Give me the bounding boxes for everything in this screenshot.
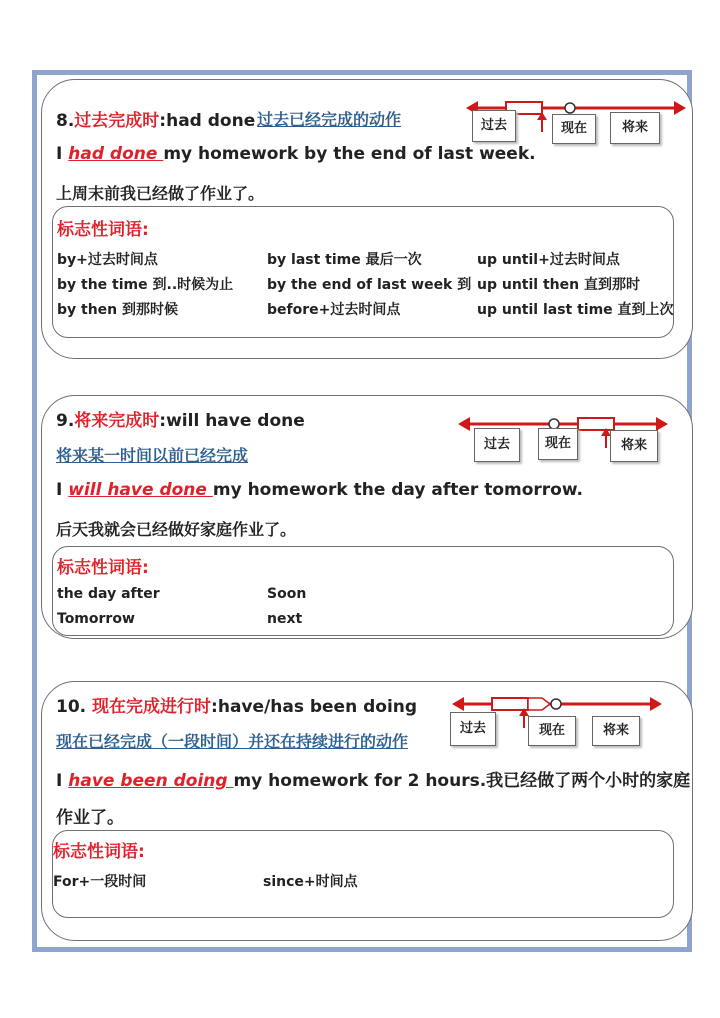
section-title: 9.将来完成时:will have done (56, 411, 305, 431)
keyword: up until last time 直到上次 (477, 302, 674, 318)
tense-name: 现在完成进行时 (92, 697, 212, 717)
signal-words-box (52, 830, 674, 918)
keyword: up until then 直到那时 (477, 277, 640, 293)
sentence-translation: 上周末前我已经做了作业了。 (56, 184, 265, 203)
timeline-future-box: 将来 (592, 716, 640, 746)
section-present-perfect-continuous (41, 681, 693, 941)
page-frame (32, 70, 692, 952)
sentence-translation: 后天我就会已经做好家庭作业了。 (56, 520, 297, 539)
section-future-perfect (41, 395, 693, 639)
timeline-past-box: 过去 (472, 110, 516, 142)
section-title: 8.过去完成时:had done (56, 111, 256, 131)
keyword: since+时间点 (263, 874, 358, 890)
keyword: next (267, 611, 303, 627)
example-sentence: I have been doing my homework for 2 hours.我已经做了两个小时的家庭 (56, 771, 691, 791)
answer-blank: will have done (68, 480, 213, 500)
signal-words-label: 标志性词语: (57, 558, 149, 578)
timeline-now-box: 现在 (538, 428, 578, 460)
example-sentence: I will have done my homework the day after tomorrow. (56, 480, 583, 500)
timeline-now-box: 现在 (528, 716, 576, 746)
keyword: by last time 最后一次 (267, 252, 422, 268)
tense-name: 将来完成时 (74, 411, 160, 431)
keyword: by the end of last week 到 (267, 277, 472, 293)
keyword: up until+过去时间点 (477, 252, 620, 268)
signal-words-box (52, 546, 674, 636)
example-sentence-continued: 作业了。 (56, 808, 124, 828)
tense-name: 过去完成时 (74, 111, 160, 131)
signal-words-box (52, 206, 674, 338)
example-sentence: I had done my homework by the end of last week. (56, 144, 536, 164)
tense-meaning: 现在已经完成（一段时间）并还在持续进行的动作 (56, 732, 409, 751)
keyword: Tomorrow (57, 611, 135, 627)
signal-words-label: 标志性词语: (53, 842, 145, 862)
section-past-perfect (41, 79, 693, 359)
timeline-past-box: 过去 (450, 712, 496, 746)
keyword: by the time 到..时候为止 (57, 277, 234, 293)
keyword: Soon (267, 586, 307, 602)
tense-meaning: 过去已经完成的动作 (257, 110, 402, 129)
keyword: before+过去时间点 (267, 302, 401, 318)
answer-blank: have been doing (68, 771, 234, 791)
timeline-future-box: 将来 (610, 430, 658, 462)
keyword: the day after (57, 586, 160, 602)
timeline-future-box: 将来 (610, 112, 660, 144)
keyword: by+过去时间点 (57, 252, 158, 268)
tense-meaning: 将来某一时间以前已经完成 (56, 446, 249, 465)
keyword: For+一段时间 (53, 874, 147, 890)
signal-words-label: 标志性词语: (57, 220, 149, 240)
answer-blank: had done (68, 144, 164, 164)
keyword: by then 到那时候 (57, 302, 179, 318)
timeline-past-box: 过去 (474, 428, 520, 462)
section-title: 10. 现在完成进行时:have/has been doing (56, 697, 418, 717)
timeline-now-box: 现在 (552, 114, 596, 144)
